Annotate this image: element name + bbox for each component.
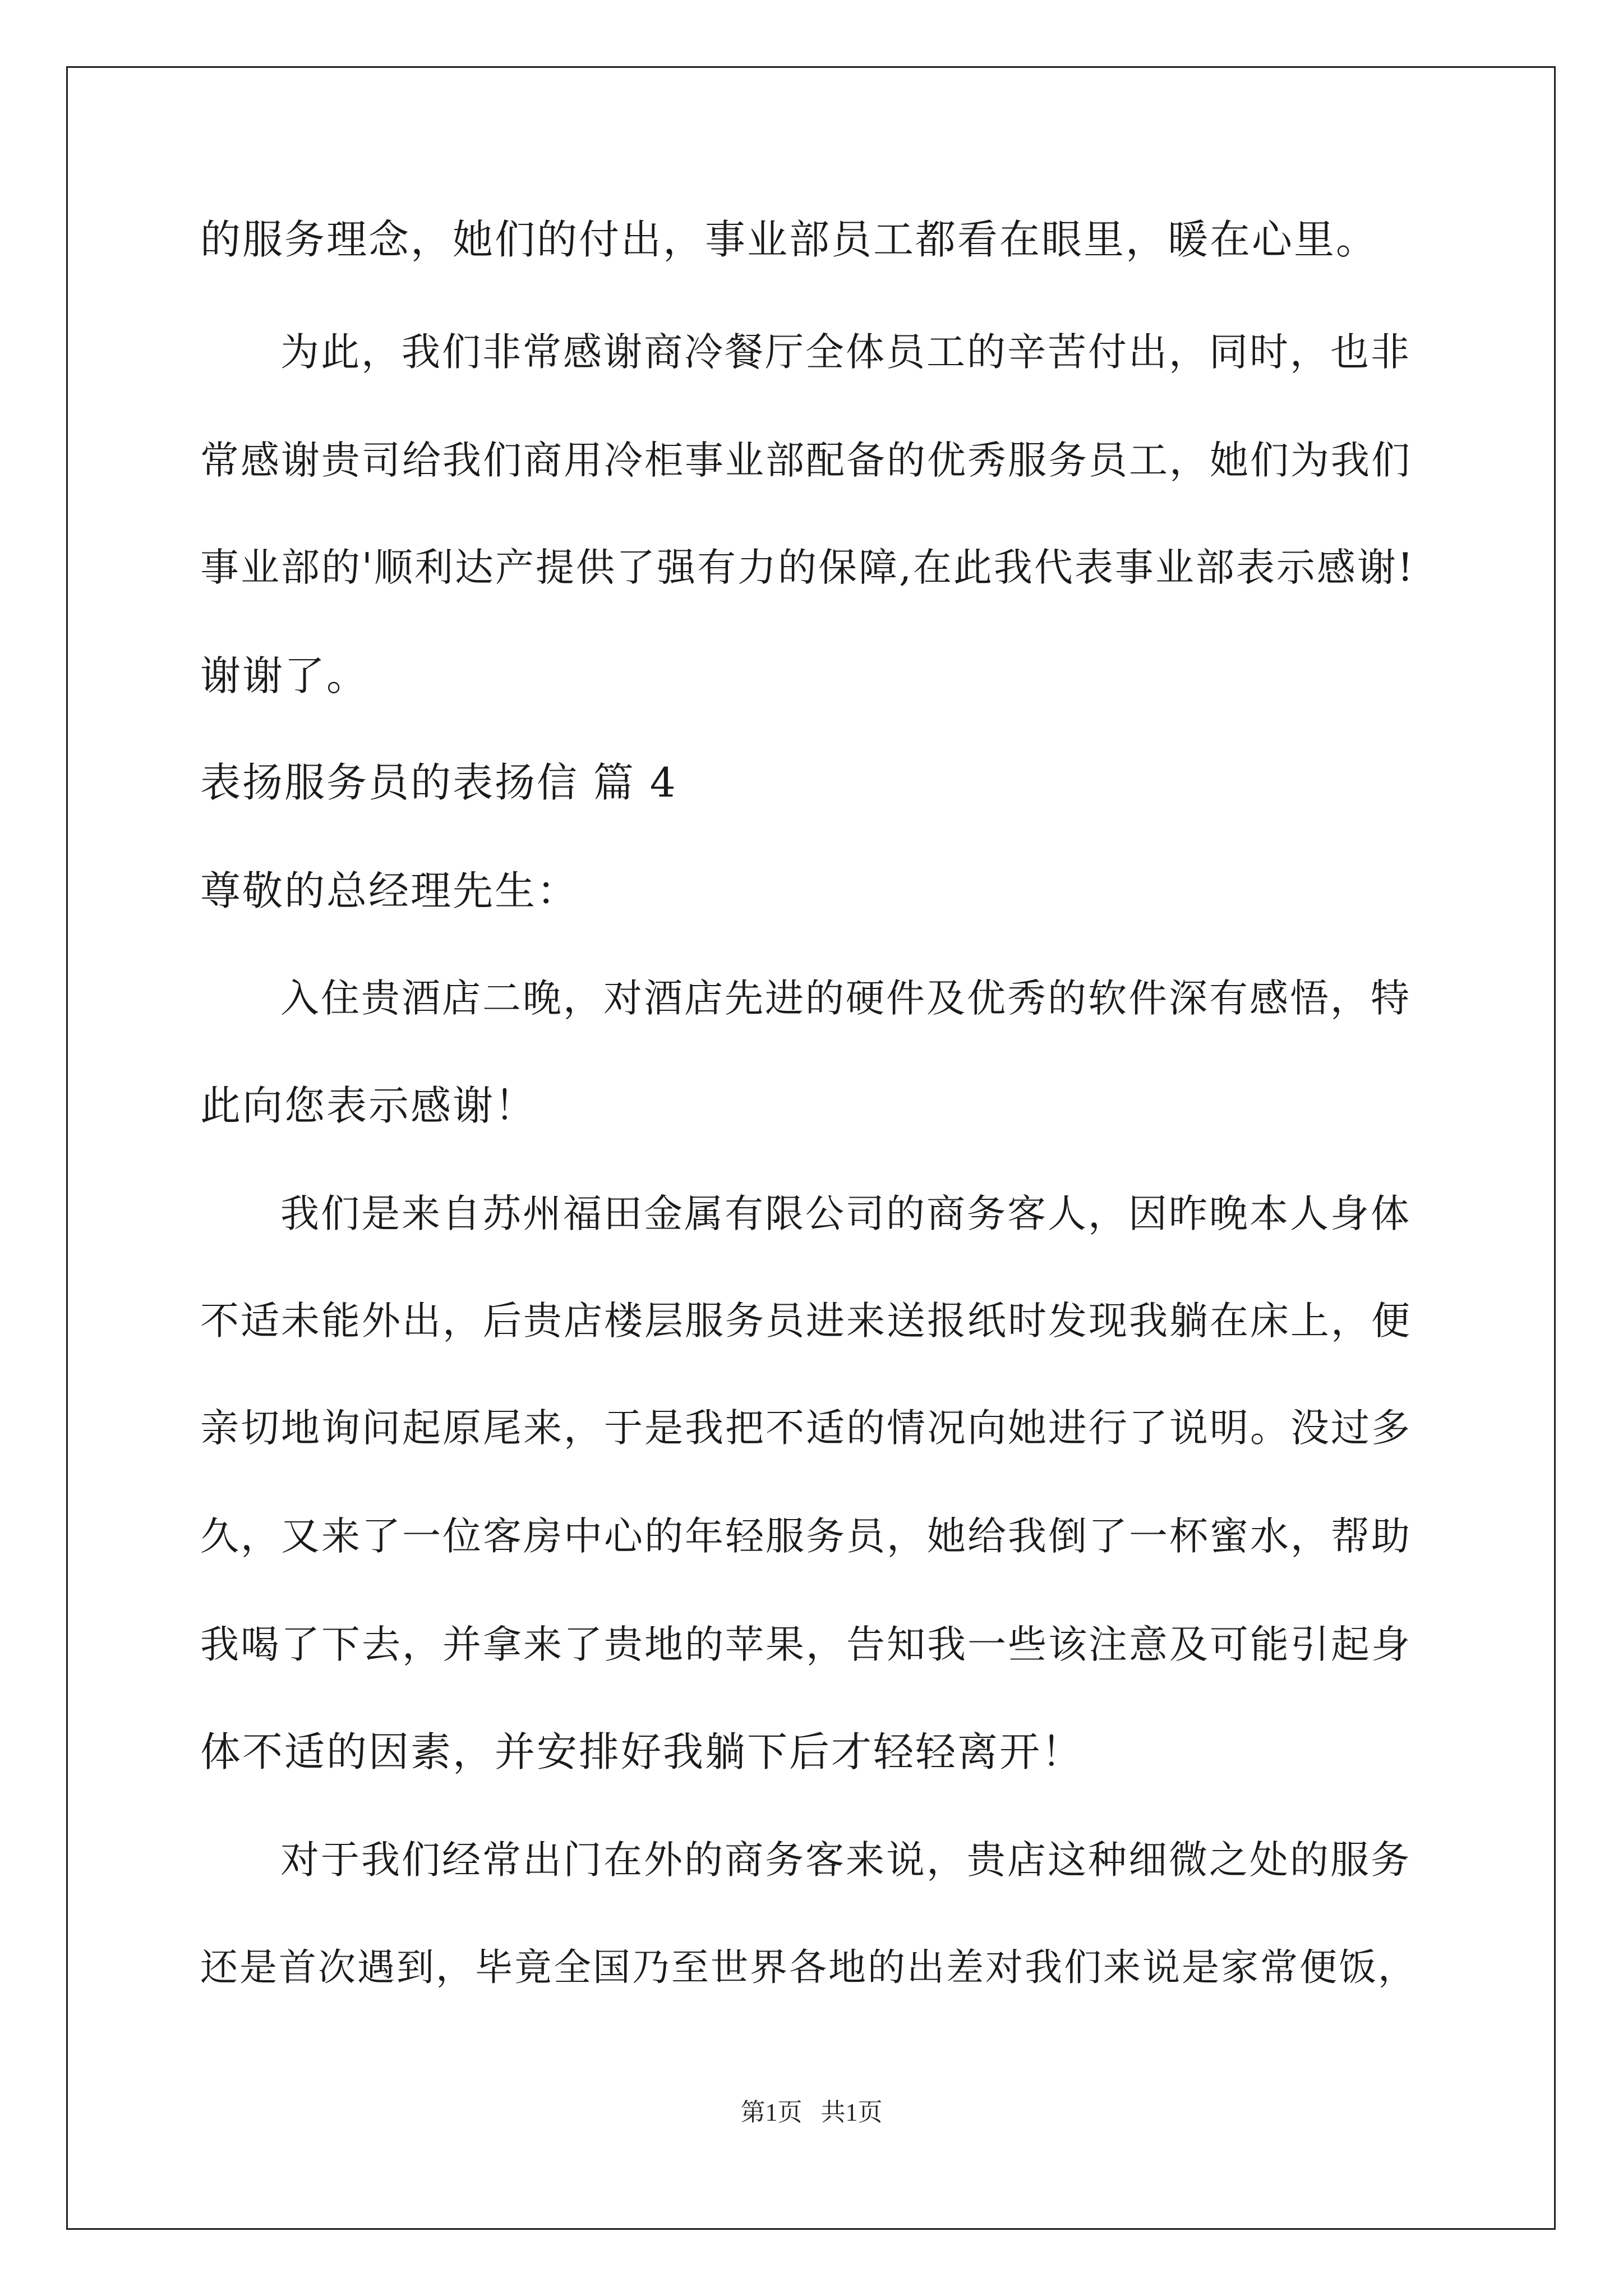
paragraph-line: 体不适的因素，并安排好我躺下后才轻轻离开！ bbox=[200, 1728, 1084, 1775]
paragraph-line: 事业部的'顺利达产提供了强有力的保障,在此我代表事业部表示感谢! bbox=[200, 545, 1415, 590]
paragraph-line: 不适未能外出，后贵店楼层服务员进来送报纸时发现我躺在床上，便 bbox=[200, 1299, 1412, 1343]
paragraph-line: 常感谢贵司给我们商用冷柜事业部配备的优秀服务员工，她们为我们 bbox=[200, 438, 1412, 483]
paragraph-line: 还是首次遇到，毕竟全国乃至世界各地的出差对我们来说是家常便饭， bbox=[200, 1945, 1417, 1989]
salutation: 尊敬的总经理先生： bbox=[200, 867, 579, 914]
paragraph-line: 我们是来自苏州福田金属有限公司的商务客人，因昨晚本人身体 bbox=[280, 1191, 1411, 1236]
paragraph-line: 亲切地询问起原尾来，于是我把不适的情况向她进行了说明。没过多 bbox=[200, 1406, 1412, 1451]
paragraph-line: 对于我们经常出门在外的商务客来说，贵店这种细微之处的服务 bbox=[280, 1838, 1411, 1883]
paragraph-line: 谢谢了。 bbox=[200, 652, 369, 700]
paragraph-line: 的服务理念，她们的付出，事业部员工都看在眼里，暖在心里。 bbox=[200, 216, 1378, 263]
section-heading: 表扬服务员的表扬信 篇 4 bbox=[200, 759, 677, 806]
paragraph-line: 为此，我们非常感谢商冷餐厅全体员工的辛苦付出，同时，也非 bbox=[280, 330, 1411, 375]
page-border bbox=[66, 66, 1556, 2230]
paragraph-line: 久，又来了一位客房中心的年轻服务员，她给我倒了一杯蜜水，帮助 bbox=[200, 1514, 1412, 1559]
paragraph-line: 我喝了下去，并拿来了贵地的苹果，告知我一些该注意及可能引起身 bbox=[200, 1622, 1412, 1667]
paragraph-line: 此向您表示感谢！ bbox=[200, 1082, 537, 1129]
paragraph-line: 入住贵酒店二晚，对酒店先进的硬件及优秀的软件深有感悟，特 bbox=[280, 976, 1411, 1021]
page-footer: 第1页 共1页 bbox=[740, 2099, 883, 2126]
